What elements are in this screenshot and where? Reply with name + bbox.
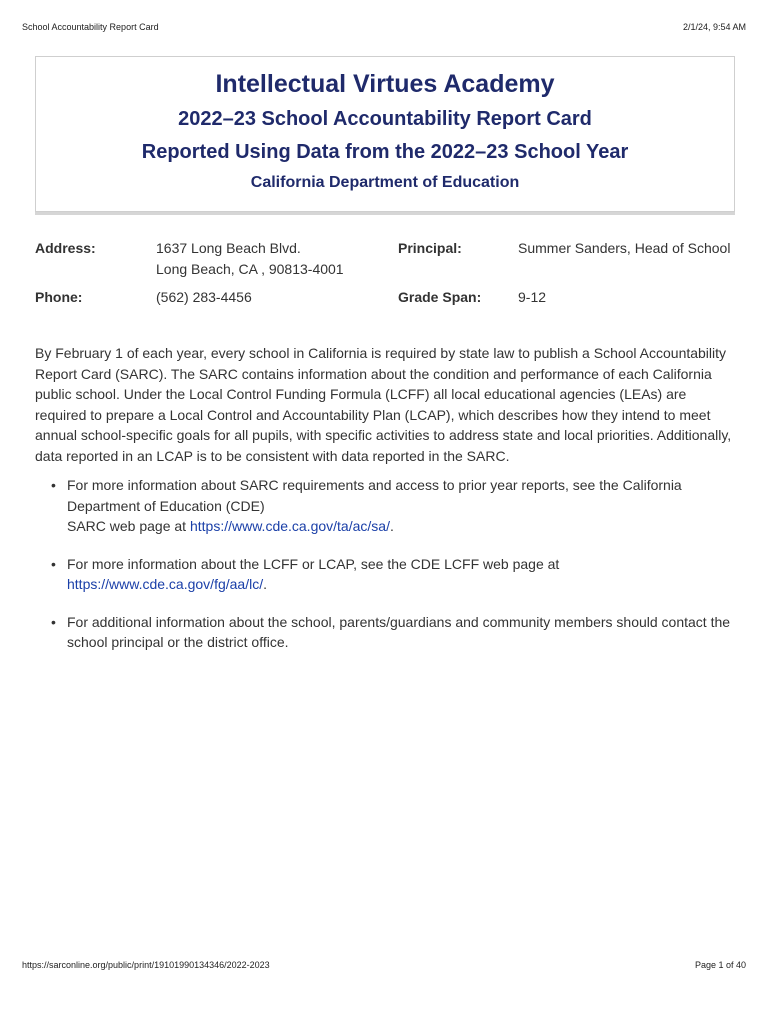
print-footer-url: https://sarconline.org/public/print/19101990134346/2022-2023 [22, 960, 270, 970]
bullet-1-text: For more information about SARC requirements and access to prior year reports, see the California Department of Education (CDE) [67, 477, 682, 514]
address-label: Address: [35, 240, 96, 256]
address-line-2: Long Beach, CA , 90813-4001 [156, 261, 344, 277]
department-name: California Department of Education [250, 174, 520, 191]
bullet-icon: • [51, 613, 56, 630]
grade-span-value: 9-12 [518, 289, 547, 305]
bullet-2-text: For more information about the LCFF or LCAP, see the CDE LCFF web page at [67, 555, 560, 572]
print-header-datetime: 2/1/24, 9:54 AM [682, 22, 746, 32]
address-value [156, 238, 344, 280]
address-line-1: 1637 Long Beach Blvd. [156, 240, 301, 256]
list-item [35, 612, 735, 653]
bullet-1-period: . [389, 518, 394, 534]
phone-label: Phone: [35, 289, 83, 305]
data-year-subtitle: Reported Using Data from the 2022–23 School Year [141, 141, 629, 163]
phone-value: (562) 283-4456 [156, 289, 252, 305]
bullet-2-period: . [263, 576, 267, 592]
grade-span-label: Grade Span: [398, 289, 482, 305]
bullet-icon: • [51, 555, 56, 572]
info-bullet-list [35, 475, 735, 670]
lcff-web-page-link[interactable]: https://www.cde.ca.gov/fg/aa/lc/ [67, 576, 264, 592]
principal-label: Principal: [398, 240, 462, 256]
bullet-3-text: For additional information about the school, parents/guardians and community members should contact the school principal or the district office. [67, 613, 731, 650]
print-footer [22, 960, 746, 974]
bullet-1-text-2: SARC web page at [67, 518, 190, 534]
print-header-title: School Accountability Report Card [22, 22, 159, 32]
title-box [35, 56, 735, 212]
print-header [22, 22, 746, 36]
page-number: Page 1 of 40 [694, 960, 746, 970]
bullet-icon: • [51, 477, 56, 493]
intro-paragraph: By February 1 of each year, every school in California is required by state law to publish a School Accountability Report Card (SARC). The SARC contains information about the condition and performance of each California public school. Under the Local Control Funding Formula (LCFF) all local educational agencies (LEAs) are required to prepare a Local Control and Accountability Plan (LCAP), which describes how they intend to meet annual school-specific goals for all pupils, with specific activities to address state and local priorities. Additionally, data reported in an LCAP is to be consistent with data reported in the SARC. [35, 345, 732, 464]
report-title: 2022–23 School Accountability Report Card [178, 108, 592, 130]
list-item [35, 475, 735, 537]
list-item [35, 554, 735, 595]
principal-value: Summer Sanders, Head of School [518, 240, 731, 256]
school-name: Intellectual Virtues Academy [215, 70, 555, 98]
sarc-web-page-link[interactable]: https://www.cde.ca.gov/ta/ac/sa/ [189, 518, 390, 534]
